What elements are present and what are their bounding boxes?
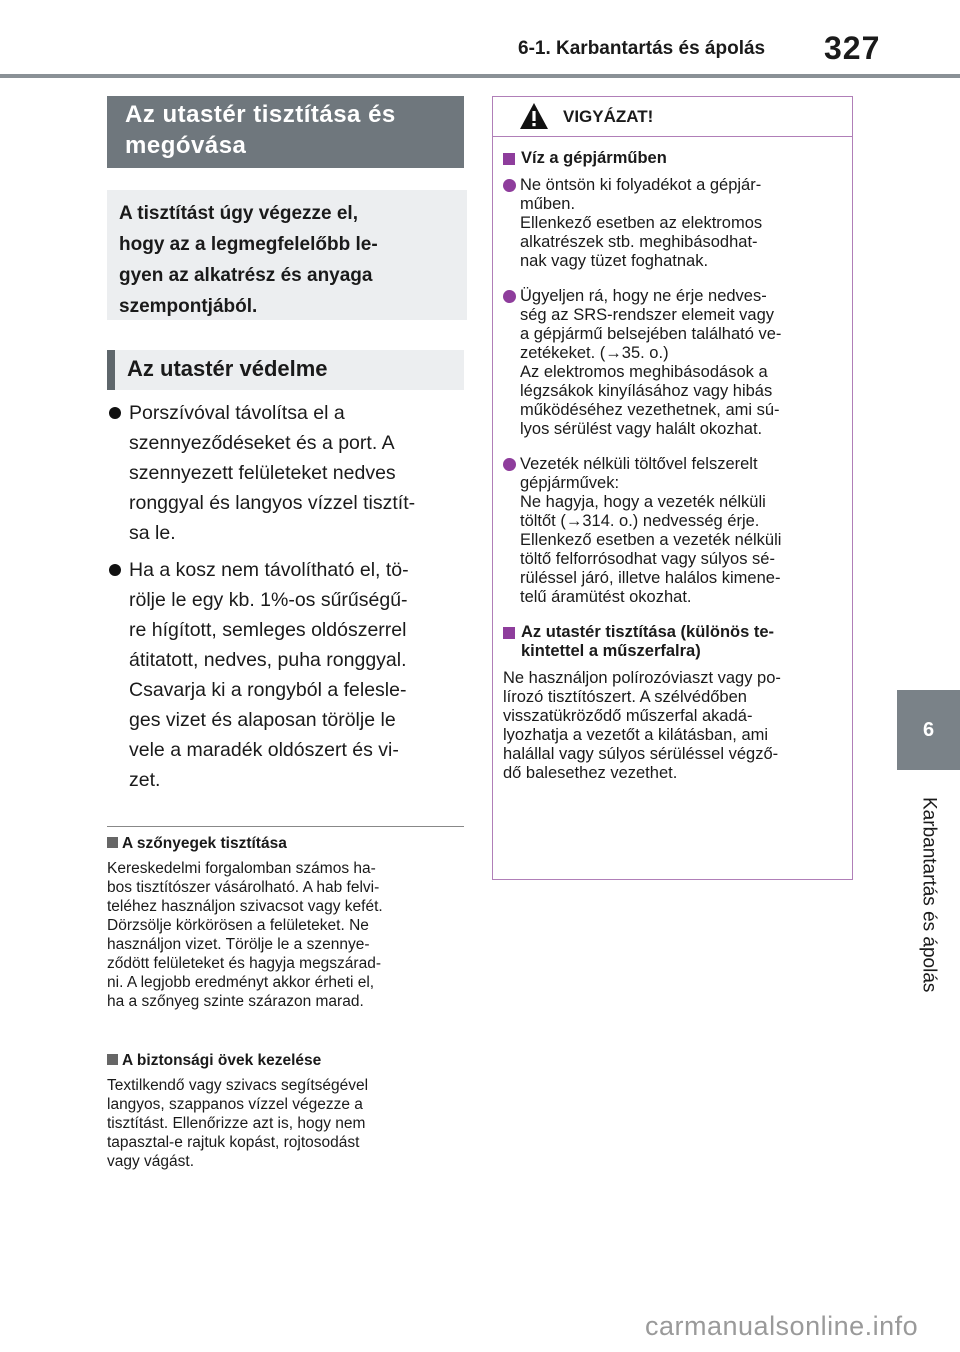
warning-title: VIGYÁZAT!: [563, 107, 654, 126]
bullet-line: sa le.: [129, 522, 176, 544]
bullet-line: Csavarja ki a rongyból a felesle-: [129, 679, 407, 701]
chapter-tab-text: Karbantartás és ápolás: [918, 797, 940, 993]
bullet-line: zet.: [129, 769, 161, 791]
intro-line: gyen az alkatrész és anyaga: [119, 265, 373, 286]
belts-line: tisztítást. Ellenőrizze azt is, hogy nem: [107, 1115, 366, 1132]
carpet-line: ha a szőnyeg szinte szárazon marad.: [107, 993, 364, 1010]
carpet-section: [107, 834, 467, 1011]
bullet-line: vele a maradék oldószert és vi-: [129, 739, 399, 761]
warning-para-line: visszatükröződő műszerfal akadá-: [503, 707, 753, 725]
warning-sub-line: kintettel a műszerfalra): [521, 642, 701, 660]
intro-box: [107, 190, 467, 320]
bullet-list: [107, 398, 467, 802]
warning-para-line: lyozhatja a vezetőt a kilátásban, ami: [503, 726, 769, 744]
warning-item: [503, 455, 842, 607]
warning-item-text: Ügyeljen rá, hogy ne érje nedves- ség az SRS-rendszer elemeit vagy a gépjármű belsejében található ve- zetékeket. (→35. o.) Az elektromos meghibásodások a légzsákok kinyílásához vagy hibás működéséhez vezethetnek, ami sú- lyos sérülést vagy halált okozhat.: [520, 287, 782, 438]
warning-para-line: halállal vagy súlyos sérüléssel végző-: [503, 745, 779, 763]
belts-title: A biztonsági övek kezelése: [122, 1052, 322, 1069]
warning-item-text: Ne öntsön ki folyadékot a gépjár- műben. Ellenkező esetben az elektromos alkatrészek stb. meghibásodhat- nak vagy tüzet foghatnak.: [520, 176, 763, 270]
banner-line: megóvása: [125, 132, 247, 159]
bullet-line: re hígított, semleges oldószerrel: [129, 619, 407, 641]
bullet-line: szennyeződéseket és a port. A: [129, 432, 395, 454]
header-divider: [0, 74, 960, 78]
carpet-line: bos tisztítószer vásárolható. A hab felvi-: [107, 879, 380, 896]
belts-line: Textilkendő vagy szivacs segítségével: [107, 1077, 369, 1094]
warning-sub-text: Víz a gépjárműben: [521, 149, 667, 167]
intro-line: hogy az a legmegfelelőbb le-: [119, 234, 378, 255]
carpet-line: Dörzsölje körkörösen a felületeket. Ne: [107, 917, 369, 934]
carpet-line: használjon vizet. Törölje le a szennye-: [107, 936, 370, 953]
belts-line: langyos, szappanos vízzel végezze a: [107, 1096, 363, 1113]
watermark: carmanualsonline.info: [645, 1311, 919, 1341]
section-banner: [107, 96, 464, 168]
chapter-tab-number: 6: [897, 690, 960, 770]
square-bullet-icon: [107, 1054, 118, 1065]
belts-heading: [107, 1051, 467, 1070]
warning-para-line: dő balesethez vezethet.: [503, 764, 678, 782]
page-number: 327: [824, 30, 881, 66]
warning-paragraph: [503, 669, 842, 783]
warning-body: [493, 137, 852, 783]
carpet-title: A szőnyegek tisztítása: [122, 835, 287, 852]
square-bullet-icon: [107, 837, 118, 848]
carpet-line: ni. A legjobb eredményt akkor érheti el,: [107, 974, 375, 991]
warning-item-text: Vezeték nélküli töltővel felszerelt gépjárművek: Ne hagyja, hogy a vezeték nélküli töltőt (→314. o.) nedvesség érje. Ellenkező esetben a vezeték nélküli töltő felforrósodhat vagy súlyos sé- rüléssel járó, illetve halálos kimene- telű áramütést okozhat.: [520, 455, 782, 606]
intro-line: A tisztítást úgy végezze el,: [119, 203, 358, 224]
bullet-line: ges vizet és alaposan törölje le: [129, 709, 396, 731]
bullet-line: rölje le egy kb. 1%-os sűrűségű-: [129, 589, 408, 611]
round-bullet-icon: [503, 179, 516, 192]
bullet-line: átitatott, nedves, puha ronggyal.: [129, 649, 407, 671]
section-title: 6-1. Karbantartás és ápolás: [518, 38, 766, 59]
square-bullet-icon: [503, 153, 515, 165]
bullet-line: ronggyal és langyos vízzel tisztít-: [129, 492, 416, 514]
bullet-line: Ha a kosz nem távolítható el, tö-: [129, 559, 409, 581]
carpet-heading: [107, 834, 467, 853]
warning-sub-line: Az utastér tisztítása (különös te-: [521, 623, 775, 641]
warning-item: [503, 287, 842, 439]
bullet-line: szennyezett felületeket nedves: [129, 462, 396, 484]
warning-sub-text: [521, 623, 774, 661]
section-divider: [107, 826, 464, 827]
warning-triangle-icon: [519, 102, 549, 130]
carpet-line: ződött felületeket és hagyja megszárad-: [107, 955, 381, 972]
carpet-line: Kereskedelmi forgalomban számos ha-: [107, 860, 376, 877]
warning-box: [492, 96, 853, 880]
warning-subheading: [503, 149, 842, 168]
intro-line: szempontjából.: [119, 296, 258, 317]
bullet-item: [107, 555, 467, 795]
warning-item: [503, 176, 842, 271]
carpet-line: teléhez használjon szivacsot vagy kefét.: [107, 898, 383, 915]
belts-line: vagy vágást.: [107, 1153, 195, 1170]
warning-para-line: Ne használjon polírozóviaszt vagy po-: [503, 669, 781, 687]
belts-line: tapasztal-e rajtuk kopást, rojtosodást: [107, 1134, 360, 1151]
banner-line: Az utastér tisztítása és: [125, 101, 396, 128]
round-bullet-icon: [503, 290, 516, 303]
chapter-tab-label: [897, 780, 960, 1010]
bullet-item: [107, 398, 467, 548]
round-bullet-icon: [503, 458, 516, 471]
warning-subheading: [503, 623, 842, 661]
warning-header: [493, 97, 852, 137]
belts-section: [107, 1051, 467, 1171]
subheading: Az utastér védelme: [107, 350, 464, 390]
warning-para-line: lírozó tisztítószert. A szélvédőben: [503, 688, 747, 706]
bullet-line: Porszívóval távolítsa el a: [129, 402, 345, 424]
square-bullet-icon: [503, 627, 515, 639]
